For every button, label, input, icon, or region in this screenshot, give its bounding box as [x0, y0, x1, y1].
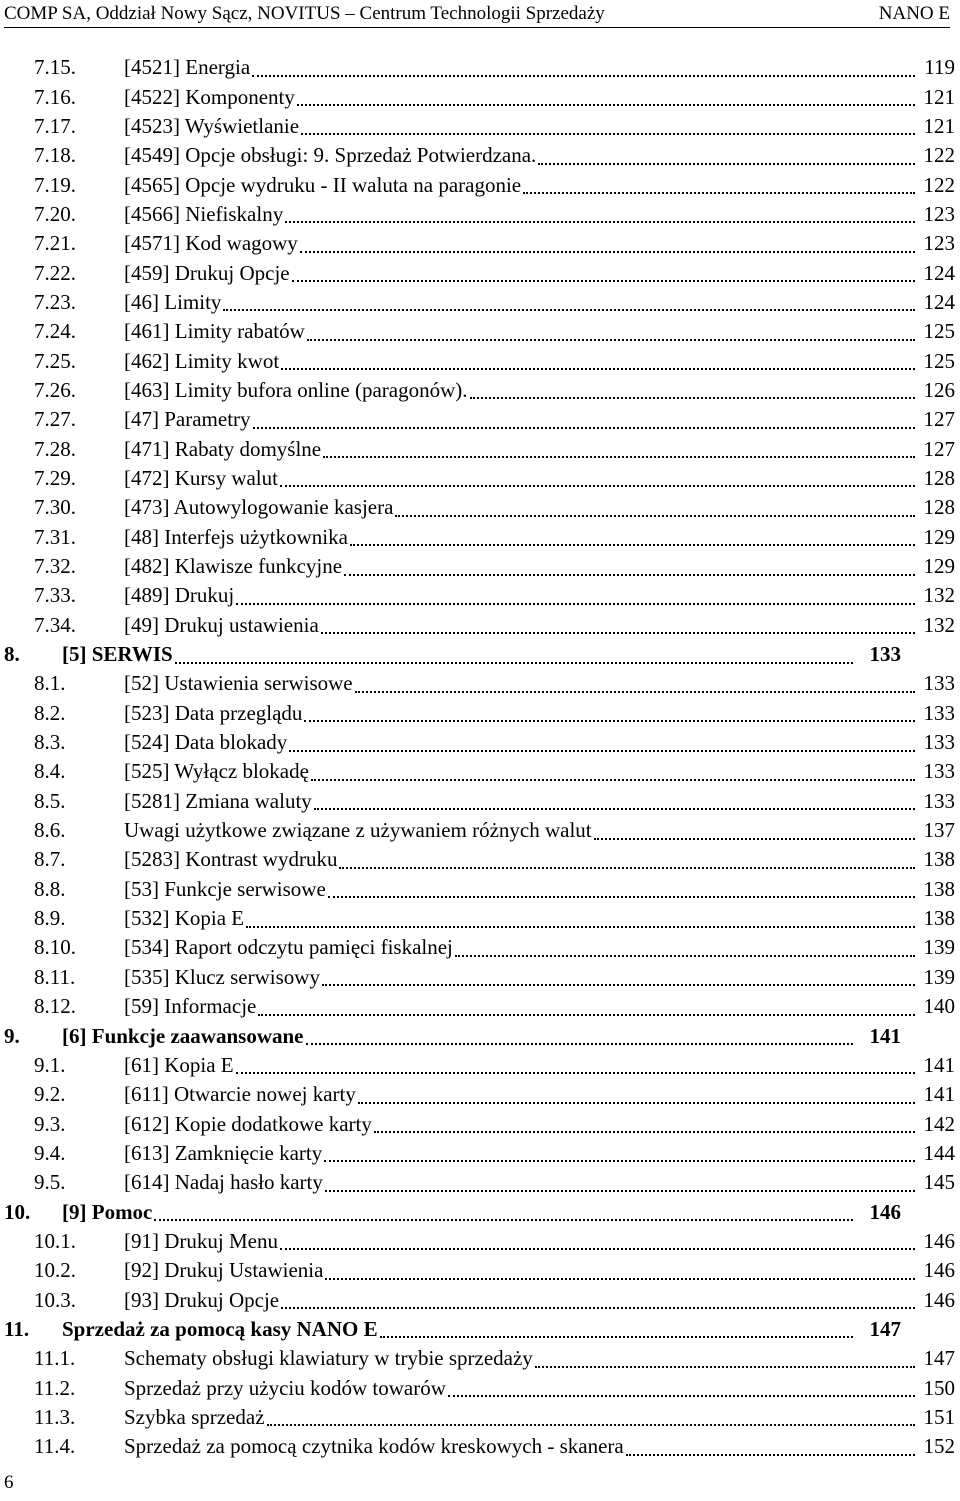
toc-entry-title: [5] SERWIS [62, 642, 173, 667]
toc-entry-title: [91] Drukuj Menu [124, 1228, 278, 1253]
toc-entry-number: 9.2. [34, 1082, 66, 1107]
toc-entry-number: 10.2. [34, 1258, 76, 1283]
toc-chapter-entry[interactable] [0, 1021, 960, 1050]
toc-entry-number: 11.3. [34, 1404, 76, 1429]
toc-entry[interactable] [0, 405, 960, 434]
toc-dot-leader [280, 485, 915, 487]
toc-entry-title: [49] Drukuj ustawienia [124, 612, 319, 637]
toc-entry[interactable] [0, 581, 960, 610]
toc-entry[interactable] [0, 1256, 960, 1285]
toc-entry[interactable] [0, 346, 960, 375]
toc-entry[interactable] [0, 669, 960, 698]
toc-dot-leader [246, 926, 915, 928]
toc-entry-title: [6] Funkcje zaawansowane [62, 1023, 304, 1048]
toc-entry-title: [4571] Kod wagowy [124, 231, 298, 256]
toc-entry[interactable] [0, 728, 960, 757]
toc-dot-leader [304, 720, 915, 722]
toc-entry-title: [53] Funkcje serwisowe [124, 876, 326, 901]
toc-dot-leader [253, 427, 915, 429]
toc-dot-leader [448, 1395, 915, 1397]
toc-dot-leader [325, 1278, 915, 1280]
toc-entry[interactable] [0, 816, 960, 845]
toc-entry-number: 7.33. [34, 583, 76, 608]
toc-entry-number: 8.7. [34, 847, 66, 872]
toc-entry-title: [5281] Zmiana waluty [124, 788, 312, 813]
toc-dot-leader [281, 1307, 915, 1309]
toc-entry[interactable] [0, 963, 960, 992]
toc-entry-number: 8.4. [34, 759, 66, 784]
toc-entry-title: [472] Kursy walut [124, 465, 278, 490]
toc-entry[interactable] [0, 845, 960, 874]
toc-entry-page: 124 [923, 289, 955, 314]
toc-entry[interactable] [0, 904, 960, 933]
toc-entry[interactable] [0, 875, 960, 904]
toc-entry-title: [525] Wyłącz blokadę [124, 759, 309, 784]
toc-entry-page: 146 [923, 1228, 955, 1253]
toc-entry-number: 11.4. [34, 1434, 76, 1459]
toc-entry[interactable] [0, 992, 960, 1021]
toc-entry-title: [5283] Kontrast wydruku [124, 847, 338, 872]
toc-chapter-entry[interactable] [0, 1197, 960, 1226]
toc-dot-leader [323, 456, 915, 458]
toc-entry-title: [52] Ustawienia serwisowe [124, 671, 353, 696]
toc-entry-page: 126 [923, 377, 955, 402]
toc-dot-leader [538, 163, 915, 165]
toc-dot-leader [339, 867, 915, 869]
toc-entry-page: 138 [923, 906, 955, 931]
toc-dot-leader [626, 1454, 915, 1456]
toc-dot-leader [523, 192, 915, 194]
toc-entry-title: Szybka sprzedaż [124, 1404, 265, 1429]
toc-dot-leader [258, 1014, 915, 1016]
toc-dot-leader [306, 1043, 854, 1045]
toc-dot-leader [325, 1190, 915, 1192]
toc-entry[interactable] [0, 200, 960, 229]
toc-entry-number: 7.15. [34, 55, 76, 80]
toc-entry-number: 7.17. [34, 113, 76, 138]
toc-entry-title: [92] Drukuj Ustawienia [124, 1258, 324, 1283]
toc-entry-title: [93] Drukuj Opcje [124, 1287, 280, 1312]
toc-entry-page: 147 [923, 1346, 955, 1371]
toc-entry[interactable] [0, 1227, 960, 1256]
toc-entry-page: 132 [923, 612, 955, 637]
toc-entry[interactable] [0, 141, 960, 170]
toc-entry-number: 8.10. [34, 935, 76, 960]
toc-chapter-entry[interactable] [0, 1315, 960, 1344]
toc-dot-leader [535, 1366, 915, 1368]
toc-dot-leader [321, 632, 915, 634]
toc-entry[interactable] [0, 376, 960, 405]
toc-entry-page: 121 [923, 113, 955, 138]
toc-entry-title: [4566] Niefiskalny [124, 201, 284, 226]
toc-entry-page: 133 [923, 671, 955, 696]
toc-entry-page: 133 [869, 642, 901, 667]
toc-entry-page: 141 [923, 1052, 955, 1077]
toc-dot-leader [324, 1160, 915, 1162]
toc-entry-number: 7.18. [34, 143, 76, 168]
toc-entry-title: [473] Autowylogowanie kasjera [124, 495, 394, 520]
toc-dot-leader [223, 309, 915, 311]
toc-entry-title: Sprzedaż za pomocą kasy NANO E [62, 1316, 378, 1341]
toc-entry-number: 8.1. [34, 671, 66, 696]
toc-entry-title: [4522] Komponenty [124, 84, 295, 109]
toc-entry[interactable] [0, 288, 960, 317]
toc-entry-number: 7.19. [34, 172, 76, 197]
toc-dot-leader [380, 1336, 853, 1338]
toc-entry-number: 9.1. [34, 1052, 66, 1077]
toc-entry[interactable] [0, 1109, 960, 1138]
toc-entry-page: 133 [923, 700, 955, 725]
toc-entry-number: 7.29. [34, 465, 76, 490]
toc-entry-title: Sprzedaż za pomocą czytnika kodów kreskowych - skanera [124, 1434, 624, 1459]
toc-entry-number: 8.5. [34, 788, 66, 813]
toc-entry-page: 133 [923, 730, 955, 755]
header-left-text: COMP SA, Oddział Nowy Sącz, NOVITUS – Centrum Technologii Sprzedaży [4, 3, 605, 24]
toc-entry-page: 152 [923, 1434, 955, 1459]
toc-entry-title: [524] Data blokady [124, 730, 288, 755]
toc-entry-page: 141 [923, 1082, 955, 1107]
toc-entry-page: 125 [923, 319, 955, 344]
toc-entry-number: 11.1. [34, 1346, 76, 1371]
toc-entry-page: 121 [923, 84, 955, 109]
toc-entry[interactable] [0, 258, 960, 287]
toc-entry-title: [4565] Opcje wydruku - II waluta na paragonie [124, 172, 522, 197]
toc-entry[interactable] [0, 1080, 960, 1109]
toc-entry-page: 127 [923, 407, 955, 432]
toc-entry-page: 133 [923, 788, 955, 813]
toc-entry-page: 151 [923, 1404, 955, 1429]
toc-entry-page: 142 [923, 1111, 955, 1136]
toc-dot-leader [289, 750, 915, 752]
toc-dot-leader [301, 133, 915, 135]
toc-entry-number: 8. [4, 642, 20, 667]
toc-entry-title: [523] Data przeglądu [124, 700, 303, 725]
toc-entry-page: 146 [869, 1199, 901, 1224]
toc-entry-page: 122 [923, 172, 955, 197]
toc-entry[interactable] [0, 1139, 960, 1168]
toc-entry-number: 9. [4, 1023, 20, 1048]
toc-entry-title: [489] Drukuj [124, 583, 235, 608]
toc-entry-title: [59] Informacje [124, 994, 257, 1019]
toc-dot-leader [154, 1219, 853, 1221]
toc-entry[interactable] [0, 1373, 960, 1402]
toc-entry-number: 7.23. [34, 289, 76, 314]
toc-entry-title: [612] Kopie dodatkowe karty [124, 1111, 372, 1136]
toc-entry[interactable] [0, 317, 960, 346]
toc-entry[interactable] [0, 1051, 960, 1080]
toc-entry[interactable] [0, 493, 960, 522]
toc-entry-page: 123 [923, 201, 955, 226]
toc-entry-number: 7.16. [34, 84, 76, 109]
table-of-contents [0, 53, 960, 1462]
toc-entry-number: 7.27. [34, 407, 76, 432]
toc-entry-page: 145 [923, 1170, 955, 1195]
toc-entry-title: Sprzedaż przy użyciu kodów towarów [124, 1375, 446, 1400]
toc-entry-page: 150 [923, 1375, 955, 1400]
toc-entry[interactable] [0, 82, 960, 111]
toc-entry-page: 128 [923, 465, 955, 490]
toc-dot-leader [355, 691, 915, 693]
toc-dot-leader [311, 779, 915, 781]
toc-entry[interactable] [0, 757, 960, 786]
toc-dot-leader [455, 955, 915, 957]
toc-entry-page: 132 [923, 583, 955, 608]
toc-dot-leader [285, 221, 915, 223]
toc-dot-leader [281, 368, 915, 370]
toc-entry-title: [461] Limity rabatów [124, 319, 305, 344]
toc-dot-leader [236, 603, 915, 605]
toc-entry-page: 146 [923, 1258, 955, 1283]
toc-entry-title: [4521] Energia [124, 55, 251, 80]
toc-dot-leader [395, 515, 915, 517]
toc-entry-number: 7.30. [34, 495, 76, 520]
toc-entry-number: 7.31. [34, 524, 76, 549]
toc-entry-page: 146 [923, 1287, 955, 1312]
toc-chapter-entry[interactable] [0, 640, 960, 669]
toc-entry-number: 10. [4, 1199, 31, 1224]
toc-dot-leader [594, 838, 915, 840]
toc-entry-page: 124 [923, 260, 955, 285]
toc-entry-number: 7.21. [34, 231, 76, 256]
toc-entry-number: 8.12. [34, 994, 76, 1019]
toc-entry-page: 140 [923, 994, 955, 1019]
toc-entry-number: 7.32. [34, 554, 76, 579]
toc-entry-title: [532] Kopia E [124, 906, 245, 931]
toc-entry-page: 141 [869, 1023, 901, 1048]
toc-entry[interactable] [0, 699, 960, 728]
toc-dot-leader [236, 1072, 915, 1074]
toc-entry-number: 7.28. [34, 436, 76, 461]
toc-entry-page: 139 [923, 935, 955, 960]
toc-entry-number: 9.4. [34, 1140, 66, 1165]
toc-entry[interactable] [0, 229, 960, 258]
toc-entry-title: [9] Pomoc [62, 1199, 153, 1224]
toc-entry[interactable] [0, 112, 960, 141]
toc-entry-title: Uwagi użytkowe związane z używaniem różnych walut [124, 818, 592, 843]
toc-entry-number: 11. [4, 1316, 30, 1341]
toc-entry-title: [4523] Wyświetlanie [124, 113, 300, 138]
toc-entry-title: [46] Limity [124, 289, 222, 314]
running-header [4, 0, 950, 28]
toc-dot-leader [175, 662, 853, 664]
toc-entry-page: 125 [923, 348, 955, 373]
toc-entry-title: [482] Klawisze funkcyjne [124, 554, 343, 579]
toc-dot-leader [252, 75, 915, 77]
toc-entry-title: [614] Nadaj hasło karty [124, 1170, 323, 1195]
toc-entry-page: 122 [923, 143, 955, 168]
toc-entry-title: [47] Parametry [124, 407, 251, 432]
toc-dot-leader [328, 896, 915, 898]
toc-entry[interactable] [0, 1168, 960, 1197]
toc-entry[interactable] [0, 1403, 960, 1432]
toc-entry[interactable] [0, 464, 960, 493]
toc-entry-title: [535] Klucz serwisowy [124, 964, 320, 989]
toc-entry[interactable] [0, 53, 960, 82]
toc-entry-number: 8.8. [34, 876, 66, 901]
toc-entry-page: 147 [869, 1316, 901, 1341]
toc-entry-number: 8.6. [34, 818, 66, 843]
toc-entry-number: 11.2. [34, 1375, 76, 1400]
toc-dot-leader [300, 251, 915, 253]
toc-entry-number: 7.25. [34, 348, 76, 373]
toc-dot-leader [307, 339, 915, 341]
toc-dot-leader [267, 1424, 915, 1426]
toc-entry[interactable] [0, 434, 960, 463]
toc-entry-title: Schematy obsługi klawiatury w trybie sprzedaży [124, 1346, 533, 1371]
toc-dot-leader [322, 984, 915, 986]
toc-entry-number: 7.22. [34, 260, 76, 285]
toc-dot-leader [297, 104, 915, 106]
toc-entry[interactable] [0, 1344, 960, 1373]
toc-entry[interactable] [0, 1432, 960, 1461]
toc-entry-page: 138 [923, 876, 955, 901]
toc-entry-title: [613] Zamknięcie karty [124, 1140, 323, 1165]
toc-entry[interactable] [0, 170, 960, 199]
toc-entry-page: 129 [923, 554, 955, 579]
toc-entry-number: 8.11. [34, 964, 76, 989]
header-right-text: NANO E [878, 3, 950, 24]
toc-entry[interactable] [0, 611, 960, 640]
toc-entry-number: 8.2. [34, 700, 66, 725]
toc-entry-number: 10.1. [34, 1228, 76, 1253]
toc-entry-title: [463] Limity bufora online (paragonów). [124, 377, 468, 402]
page-number: 6 [4, 1472, 14, 1493]
toc-entry-number: 8.9. [34, 906, 66, 931]
toc-dot-leader [292, 280, 915, 282]
toc-entry-title: [4549] Opcje obsługi: 9. Sprzedaż Potwierdzana. [124, 143, 537, 168]
toc-entry-number: 8.3. [34, 730, 66, 755]
toc-entry-title: [61] Kopia E [124, 1052, 234, 1077]
toc-dot-leader [280, 1248, 915, 1250]
toc-entry-page: 144 [923, 1140, 955, 1165]
toc-entry[interactable] [0, 1285, 960, 1314]
toc-entry-title: [48] Interfejs użytkownika [124, 524, 348, 549]
toc-entry[interactable] [0, 933, 960, 962]
toc-entry-title: [611] Otwarcie nowej karty [124, 1082, 356, 1107]
toc-entry-number: 9.3. [34, 1111, 66, 1136]
toc-entry-number: 7.24. [34, 319, 76, 344]
toc-entry-page: 137 [923, 818, 955, 843]
toc-entry-number: 9.5. [34, 1170, 66, 1195]
toc-entry-title: [471] Rabaty domyślne [124, 436, 322, 461]
toc-dot-leader [350, 544, 915, 546]
toc-entry-number: 7.20. [34, 201, 76, 226]
toc-entry-number: 7.34. [34, 612, 76, 637]
toc-dot-leader [470, 397, 916, 399]
toc-entry-page: 119 [924, 55, 955, 80]
toc-entry-page: 123 [923, 231, 955, 256]
toc-dot-leader [374, 1131, 915, 1133]
toc-entry[interactable] [0, 523, 960, 552]
toc-entry[interactable] [0, 787, 960, 816]
toc-entry-title: [534] Raport odczytu pamięci fiskalnej [124, 935, 453, 960]
toc-dot-leader [314, 808, 915, 810]
toc-entry-page: 127 [923, 436, 955, 461]
toc-entry-page: 133 [923, 759, 955, 784]
toc-entry-number: 10.3. [34, 1287, 76, 1312]
toc-dot-leader [344, 574, 915, 576]
toc-dot-leader [358, 1102, 915, 1104]
toc-entry-title: [459] Drukuj Opcje [124, 260, 290, 285]
toc-entry[interactable] [0, 552, 960, 581]
toc-entry-page: 128 [923, 495, 955, 520]
toc-entry-page: 129 [923, 524, 955, 549]
toc-entry-title: [462] Limity kwot [124, 348, 280, 373]
toc-entry-page: 138 [923, 847, 955, 872]
toc-entry-number: 7.26. [34, 377, 76, 402]
toc-entry-page: 139 [923, 964, 955, 989]
